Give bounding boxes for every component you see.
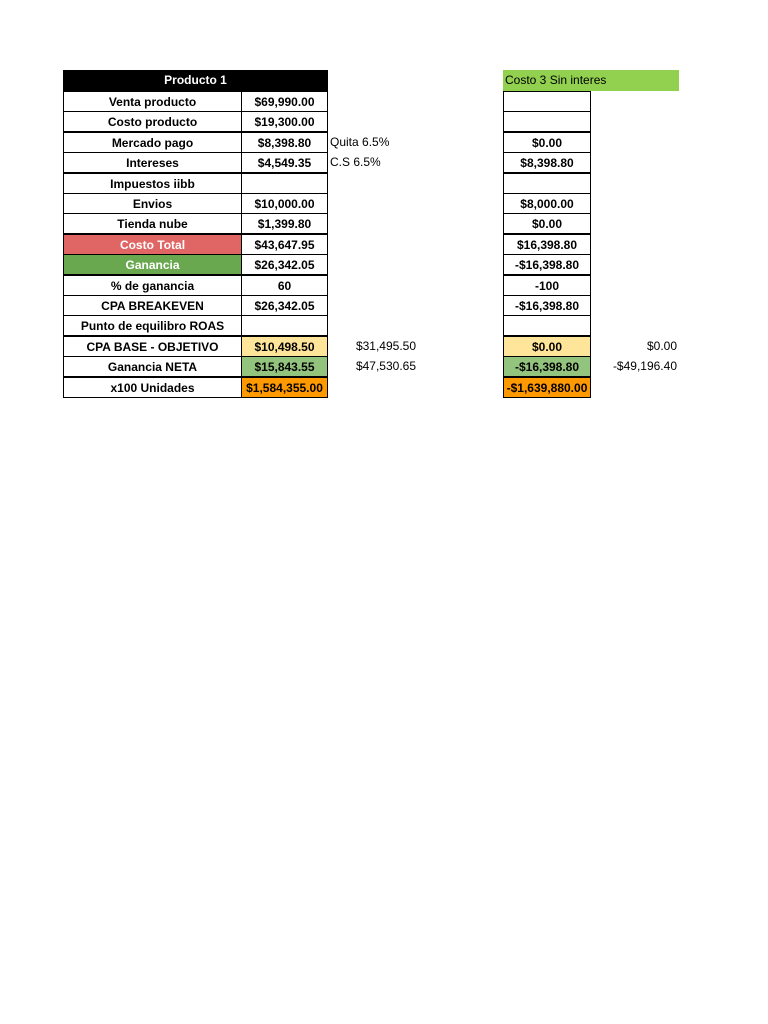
costo3-value[interactable]: $8,000.00 bbox=[503, 193, 591, 214]
costo3-value[interactable]: -100 bbox=[503, 275, 591, 296]
row-value[interactable]: $43,647.95 bbox=[241, 234, 328, 255]
row-label[interactable]: Mercado pago bbox=[63, 132, 242, 153]
row-value[interactable]: $1,584,355.00 bbox=[241, 377, 328, 398]
costo3-extra[interactable]: -$49,196.40 bbox=[612, 359, 677, 373]
row-value[interactable]: $69,990.00 bbox=[241, 91, 328, 112]
costo3-value[interactable]: -$1,639,880.00 bbox=[503, 377, 591, 398]
costo3-value[interactable] bbox=[503, 91, 591, 112]
costo3-value[interactable]: $0.00 bbox=[503, 213, 591, 234]
row-note[interactable]: C.S 6.5% bbox=[330, 155, 381, 169]
costo3-value[interactable] bbox=[503, 111, 591, 132]
row-label[interactable]: % de ganancia bbox=[63, 275, 242, 296]
costo3-value[interactable]: -$16,398.80 bbox=[503, 295, 591, 316]
row-label[interactable]: CPA BREAKEVEN bbox=[63, 295, 242, 316]
row-value[interactable]: $26,342.05 bbox=[241, 295, 328, 316]
row-label[interactable]: Impuestos iibb bbox=[63, 173, 242, 194]
row-label[interactable]: Ganancia bbox=[63, 254, 242, 275]
costo3-extra[interactable]: $0.00 bbox=[646, 339, 677, 353]
row-label[interactable]: CPA BASE - OBJETIVO bbox=[63, 336, 242, 357]
costo3-value[interactable]: $16,398.80 bbox=[503, 234, 591, 255]
producto-header: Producto 1 bbox=[63, 70, 328, 91]
costo3-value[interactable]: -$16,398.80 bbox=[503, 254, 591, 275]
costo3-header: Costo 3 Sin interes bbox=[503, 70, 679, 91]
row-value[interactable]: $19,300.00 bbox=[241, 111, 328, 132]
row-value[interactable]: $1,399.80 bbox=[241, 213, 328, 234]
row-label[interactable]: Costo Total bbox=[63, 234, 242, 255]
row-value[interactable]: $8,398.80 bbox=[241, 132, 328, 153]
row-value[interactable]: $26,342.05 bbox=[241, 254, 328, 275]
row-label[interactable]: Venta producto bbox=[63, 91, 242, 112]
row-extra[interactable]: $31,495.50 bbox=[355, 339, 416, 353]
row-note[interactable]: Quita 6.5% bbox=[330, 135, 390, 149]
costo3-value[interactable]: -$16,398.80 bbox=[503, 356, 591, 377]
row-value[interactable]: $10,000.00 bbox=[241, 193, 328, 214]
row-value[interactable]: $15,843.55 bbox=[241, 356, 328, 377]
row-label[interactable]: Envios bbox=[63, 193, 242, 214]
row-extra[interactable]: $47,530.65 bbox=[355, 359, 416, 373]
costo3-value[interactable] bbox=[503, 173, 591, 194]
costo3-value[interactable]: $0.00 bbox=[503, 336, 591, 357]
costo3-value[interactable]: $0.00 bbox=[503, 132, 591, 153]
row-label[interactable]: Tienda nube bbox=[63, 213, 242, 234]
row-label[interactable]: Punto de equilibro ROAS bbox=[63, 315, 242, 336]
row-label[interactable]: Costo producto bbox=[63, 111, 242, 132]
row-value[interactable] bbox=[241, 173, 328, 194]
row-value[interactable] bbox=[241, 315, 328, 336]
costo3-value[interactable]: $8,398.80 bbox=[503, 152, 591, 173]
row-label[interactable]: Ganancia NETA bbox=[63, 356, 242, 377]
costo3-value[interactable] bbox=[503, 315, 591, 336]
row-label[interactable]: Intereses bbox=[63, 152, 242, 173]
row-value[interactable]: $4,549.35 bbox=[241, 152, 328, 173]
row-value[interactable]: 60 bbox=[241, 275, 328, 296]
row-label[interactable]: x100 Unidades bbox=[63, 377, 242, 398]
row-value[interactable]: $10,498.50 bbox=[241, 336, 328, 357]
